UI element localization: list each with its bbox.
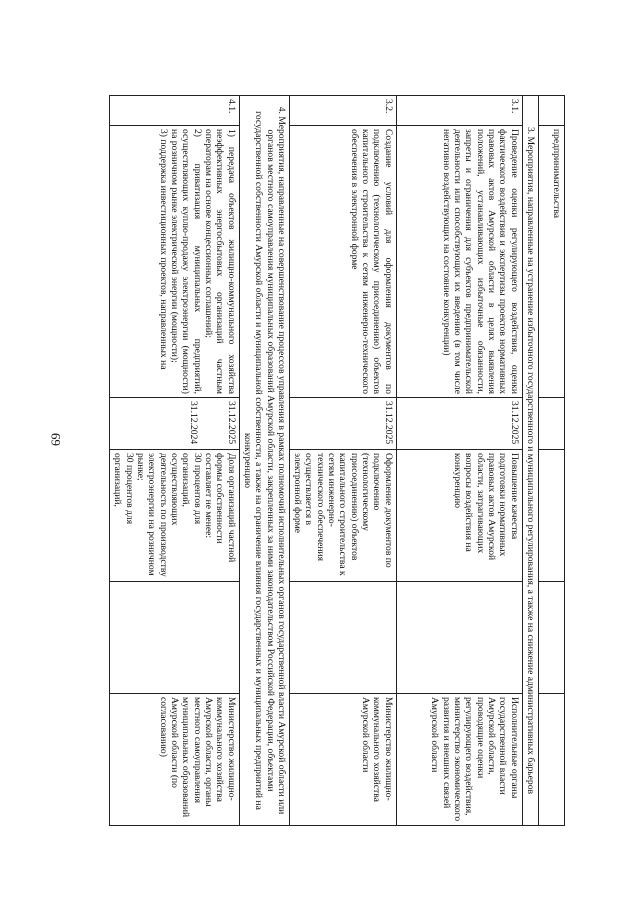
row-number: 3.1. <box>396 96 522 126</box>
result-cell <box>110 450 239 582</box>
measure-line: 2) приватизация муниципальных предприятий, осуществляющих куплю-продажу электроэнергии (мощности) на розничном рынке электрической энергии (мощности); <box>169 129 203 394</box>
measure-line: 1) передача объектов жилищно-коммунального хозяйства неэффективных энергосбытовых организаций частным операторам на основе концессионных соглашений; <box>203 129 237 394</box>
row-number: 4.1. <box>110 96 239 126</box>
measures-table <box>109 95 565 826</box>
section-header-row <box>239 96 289 826</box>
page-number: 69 <box>48 433 63 446</box>
table-row <box>289 96 396 826</box>
measure-cell: Создание условий для оформления документов по подключению (технологическому присоединению) объектов капитального строительства к сетям инженерно-технического обеспечения в электронной форме <box>289 126 396 398</box>
deadline-cell: 31.12.2025 <box>289 398 396 450</box>
table-row <box>539 96 565 826</box>
cell-text: предпринимательства <box>539 126 565 398</box>
result-line: Доля организаций частной формы собственности составляет не менее: <box>203 453 237 563</box>
section-header-row <box>522 96 538 826</box>
row-number: 3.2. <box>289 96 396 126</box>
deadline-line: 31.12.2025 <box>225 401 237 445</box>
measure-cell: Проведение оценки регулирующего воздействия, оценки фактического воздействия и экспертизы проектов нормативных правовых актов Амурской области в целях выявления положений, устанавливающих избыточные обязанности, запреты и ограничения для субъектов предпринимательской деятельности или способствующих их введению (в том числе негативно воздействующих на состояние конкуренции) <box>396 126 522 398</box>
deadline-cell <box>110 398 239 450</box>
executor-cell: Исполнительные органы государственной власти Амурской области, проводящие оценки регулирующего воздействия, министерство экономического развития и внешних связей Амурской области <box>396 694 522 826</box>
section4-header: 4. Мероприятия, направленные на совершенствование процессов управления в рамках полномочий исполнительных органов государственной власти Амурской области или органов местного самоуправления муниципальных образований Амурской области, закрепленных за ними законодательством Российской Федерации, объектами государственной собственности Амурской области и муниципальной собственности, а также на ограничение влияния государственных и муниципальных предприятий на конкуренцию <box>239 96 289 826</box>
measure-cell <box>110 126 239 398</box>
result-cell: Повышение качества подготовки нормативных правовых актов Амурской области, затрагивающих вопросы воздействия на конкуренцию <box>396 450 522 582</box>
result-line: 30 процентов для организаций, <box>112 453 135 525</box>
rotated-table-page <box>105 95 565 825</box>
deadline-cell: 31.12.2025 <box>396 398 522 450</box>
deadline-line: 31.12.2024 <box>188 401 200 445</box>
table-row <box>396 96 522 826</box>
table-row <box>110 96 239 826</box>
section3-header: 3. Мероприятия, направленные на устранение избыточного государственного и муниципального регулирования, а также на снижение административных барьеров <box>522 96 538 826</box>
result-cell: Оформление документов по подключению (технологическому присоединению) объектов капитального строительства к сетям инженерно-технического обеспечения осуществляется в электронной форме <box>289 450 396 582</box>
result-line: 30 процентов для организаций, осуществляющих деятельность по производству электроэнергии на розничном рынке; <box>135 453 203 577</box>
measure-line: 3) поддержка инвестиционных проектов, направленных на <box>157 129 169 370</box>
executor-cell: Министерство жилищно-коммунального хозяйства Амурской области <box>289 694 396 826</box>
executor-cell: Министерство жилищно-коммунального хозяйства Амурской области, органы местного самоуправления муниципальных образований Амурской области (по согласованию) <box>110 694 239 826</box>
